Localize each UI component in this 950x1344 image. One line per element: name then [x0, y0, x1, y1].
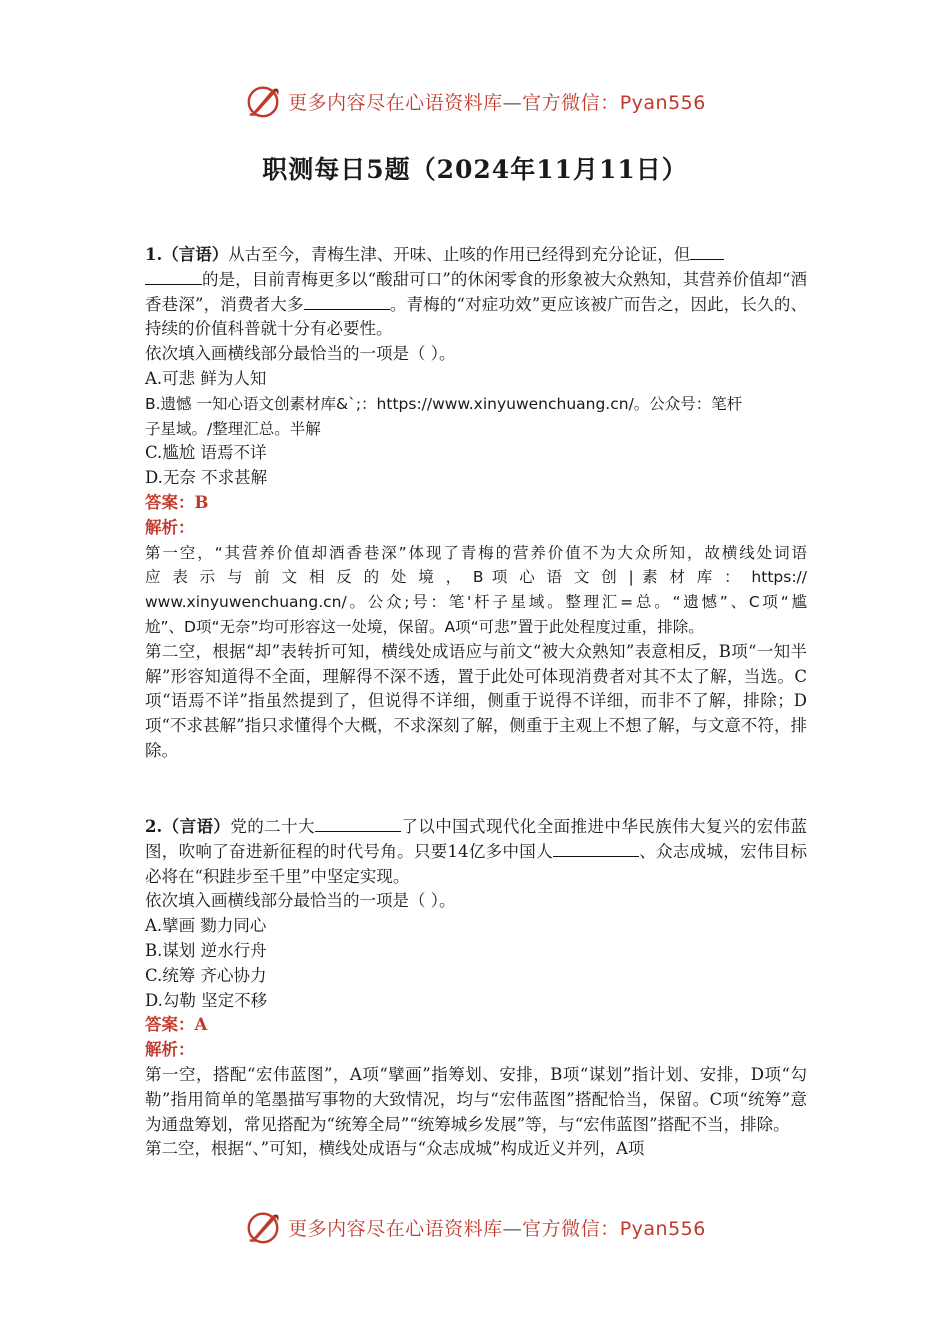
analysis-label: 解析： — [145, 517, 195, 537]
footer-banner — [0, 1208, 950, 1248]
analysis-paragraph-1: 第一空，“其营养价值却酒香巷深”体现了青梅的营养价值不为大众所知，故横线处词语 应 表 示 与 前 文 相 反 的 处 境 ， B 项 心 语 文 创 | 素 材 库 ： https:// www.xinyuwenchuang.cn/。公众;号：笔'杆子星域。整理汇=总。“遗憾”、C项“尴 尬”、D项“无奈”均可形容这一处境，保留。A项“可悲”置于此处程度过重，排除。 — [145, 543, 807, 636]
question-prompt: 依次填入画横线部分最恰当的一项是（ ）。 — [145, 344, 456, 364]
page-title: 职测每日5题（2024年11月11日） — [262, 155, 688, 184]
analysis-paragraph-1: 第一空，搭配“宏伟蓝图”，A项“擘画”指筹划、安排，B项“谋划”指计划、安排，D项“勾勒”指用简单的笔墨描写事物的大致情况，均与“宏伟蓝图”搭配恰当，保留。C项“统筹”意为通盘筹划，常见搭配为“统筹全局”“统筹城乡发展”等，与“宏伟蓝图”搭配不当，排除。 — [145, 1064, 807, 1134]
question-tag: （言语） — [162, 245, 229, 264]
option-b: B.谋划 逆水行舟 — [145, 940, 267, 960]
answer: 答案：A — [145, 1015, 208, 1035]
question-prompt: 依次填入画横线部分最恰当的一项是（ ）。 — [145, 891, 456, 911]
analysis-label: 解析： — [145, 1040, 195, 1060]
quill-logo-icon — [244, 1208, 282, 1246]
option-c: C.统筹 齐心协力 — [145, 965, 267, 985]
banner-text: 更多内容尽在心语资料库—官方微信：Pyan556 — [288, 1217, 706, 1240]
question-2 — [145, 815, 807, 1162]
question-number: 1. — [145, 245, 163, 264]
option-c: C.尴尬 语焉不详 — [145, 443, 267, 463]
option-d: D.勾勒 坚定不移 — [145, 990, 268, 1010]
header-banner — [0, 82, 950, 122]
option-b: B.遗憾 一知心语文创素材库&`;：https://www.xinyuwenchuang.cn/。公众号：笔杆 子星域。/整理汇总。半解 — [145, 394, 743, 438]
option-a: A.擘画 勠力同心 — [145, 916, 267, 936]
answer: 答案：B — [145, 492, 209, 512]
analysis-paragraph-2: 第二空，根据“却”表转折可知，横线处成语应与前文“被大众熟知”表意相反，B项“一知半解”形容知道得不全面，理解得不深不透，置于此处可体现消费者对其不太了解，当选。C项“语焉不详”指虽然提到了，但说得不详细，侧重于说得不详细，而非不了解，排除；D项“不求甚解”指只求懂得个大概，不求深刻了解，侧重于主观上不想了解，与文意不符，排除。 — [145, 641, 807, 760]
question-stem: 1.（言语）从古至今，青梅生津、开味、止咳的作用已经得到充分论证，但 的是，目前青梅更多以“酸甜可口”的休闲零食的形象被大众熟知，其营养价值却“酒香巷深”，消费者大多 。青梅的“对症功效”更应该被广而告之，因此，长久的、持续的价值科普就十分有必要性。 — [145, 245, 807, 339]
question-number: 2. — [145, 817, 163, 836]
option-d: D.无奈 不求甚解 — [145, 468, 268, 488]
banner-text: 更多内容尽在心语资料库—官方微信：Pyan556 — [288, 91, 706, 114]
question-stem: 2.（言语）党的二十大 了以中国式现代化全面推进中华民族伟大复兴的宏伟蓝图，吹响了奋进新征程的时代号角。只要14亿多中国人 、众志成城，宏伟目标必将在“积跬步至千里”中坚定实现。 — [145, 817, 808, 886]
quill-logo-icon — [244, 82, 282, 120]
question-1 — [145, 243, 807, 764]
option-a: A.可悲 鲜为人知 — [145, 368, 267, 388]
question-tag: （言语） — [162, 817, 231, 836]
analysis-paragraph-2: 第二空，根据“、”可知，横线处成语与“众志成城”构成近义并列，A项 — [145, 1139, 645, 1159]
